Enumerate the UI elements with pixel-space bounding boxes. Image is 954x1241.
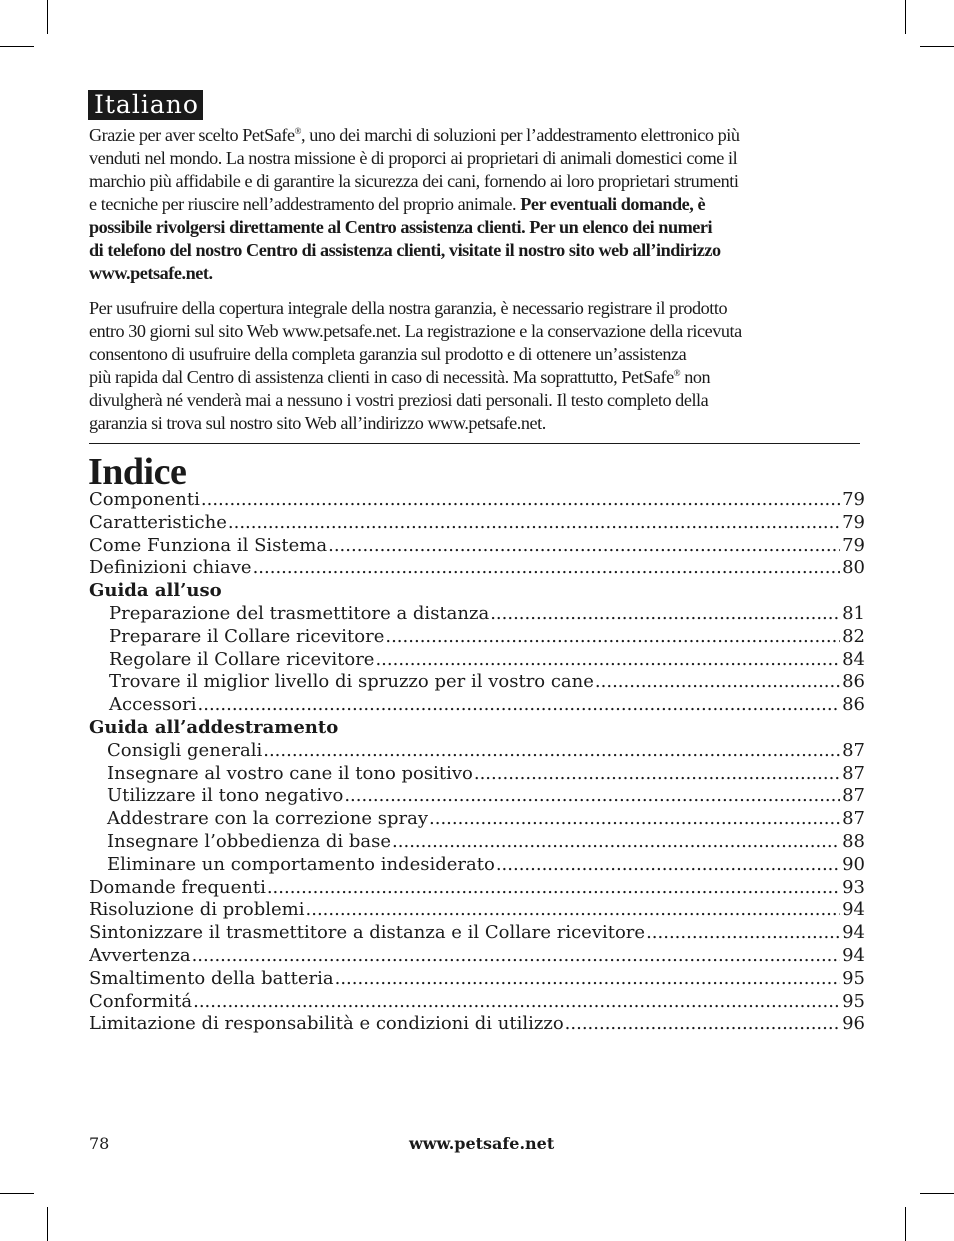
toc-entry-page: 81 (842, 602, 865, 624)
intro-text-line: Per usufruire della copertura integrale della nostra garanzia, è necessario registrare il prodotto (89, 298, 728, 318)
toc-entry-label: Smaltimento della batteria (89, 967, 334, 989)
intro-text-line: non (680, 367, 711, 387)
toc-entry-page: 94 (842, 944, 865, 966)
toc-entry[interactable] (89, 1013, 865, 1036)
toc-entry[interactable] (89, 831, 865, 854)
dot-leader (496, 854, 840, 877)
dot-leader (198, 694, 841, 717)
toc-entry-label: Componenti (89, 489, 200, 510)
crop-mark (905, 1207, 906, 1241)
dot-leader (193, 991, 840, 1014)
dot-leader (192, 945, 841, 968)
toc-entry[interactable] (89, 489, 865, 512)
footer-url: www.petsafe.net (409, 1134, 555, 1153)
toc-entry-page: 95 (842, 990, 865, 1012)
dot-leader (595, 671, 840, 694)
toc-entry-page: 88 (842, 830, 865, 852)
intro-text-line-bold: Per eventuali domande, è (520, 194, 706, 214)
toc-entry-label: Preparazione del trasmettitore a distanza (109, 602, 490, 624)
dot-leader (306, 899, 841, 922)
toc-entry-page: 79 (842, 534, 865, 556)
toc-entry-page: 87 (842, 739, 865, 761)
intro-paragraph-1 (89, 124, 869, 285)
dot-leader (490, 603, 840, 626)
language-badge: Italiano (88, 90, 203, 120)
toc-entry-page: 87 (842, 762, 865, 784)
toc-entry-label: Addestrare con la correzione spray (107, 808, 429, 830)
dot-leader (646, 922, 840, 945)
toc-entry[interactable] (89, 808, 865, 831)
table-of-contents (89, 489, 865, 1036)
toc-entry[interactable] (89, 763, 865, 786)
section-divider (89, 443, 860, 444)
dot-leader (385, 626, 840, 649)
toc-entry-label: Come Funziona il Sistema (89, 534, 328, 556)
dot-leader (344, 785, 840, 808)
toc-entry[interactable] (89, 785, 865, 808)
toc-entry[interactable] (89, 671, 865, 694)
toc-entry[interactable] (89, 968, 865, 991)
toc-entry-label: Trovare il miglior livello di spruzzo per il vostro cane (109, 671, 594, 693)
dot-leader (429, 808, 840, 831)
registered-mark: ® (294, 126, 302, 136)
dot-leader (328, 535, 840, 558)
toc-entry-page: 94 (842, 899, 865, 921)
toc-entry-label: Insegnare al vostro cane il tono positivo (107, 762, 473, 784)
intro-text-line: , uno dei marchi di soluzioni per l’addestramento elettronico più (301, 125, 740, 145)
toc-entry[interactable] (89, 991, 865, 1014)
dot-leader (267, 877, 840, 900)
toc-entry-label: Risoluzione di problemi (89, 899, 305, 921)
intro-text-line: e tecniche per riuscire nell’addestramento del proprio animale. (89, 194, 521, 214)
toc-entry-page: 90 (842, 853, 865, 875)
toc-entry[interactable] (89, 922, 865, 945)
intro-text-line: garanzia si trova sul nostro sito Web all’indirizzo www.petsafe.net. (89, 413, 546, 433)
crop-mark (920, 46, 954, 47)
toc-entry-page: 79 (842, 511, 865, 533)
intro-text (89, 124, 869, 435)
dot-leader (392, 831, 840, 854)
toc-entry-label: Insegnare l’obbedienza di base (107, 830, 392, 852)
toc-entry-label: Preparare il Collare ricevitore (109, 625, 385, 647)
dot-leader (565, 1013, 840, 1036)
intro-text-line: consentono di usufruire della completa garanzia sul prodotto e di ottenere un’assistenza (89, 344, 687, 364)
intro-text-line: marchio più affidabile e di garantire la sicurezza dei cani, fornendo ai loro proprietari strumenti (89, 171, 739, 191)
toc-entry-label: Caratteristiche (89, 511, 227, 533)
intro-text-line-bold: possibile rivolgersi direttamente al Centro assistenza clienti. Per un elenco dei numeri (89, 217, 713, 237)
toc-entry-page: 94 (842, 922, 865, 944)
crop-mark (47, 1207, 48, 1241)
intro-paragraph-2 (89, 297, 869, 435)
toc-entry[interactable] (89, 740, 865, 763)
dot-leader (375, 649, 840, 672)
toc-section-heading: Guida all’addestramento (89, 716, 339, 738)
toc-entry-label: Eliminare un comportamento indesiderato (107, 853, 495, 875)
intro-text-line: Grazie per aver scelto PetSafe (89, 125, 295, 145)
toc-entry[interactable] (89, 899, 865, 922)
toc-entry[interactable] (89, 626, 865, 649)
dot-leader (474, 763, 840, 786)
registered-mark: ® (673, 368, 681, 378)
intro-text-line: divulgherà né venderà mai a nessuno i vostri preziosi dati personali. Il testo completo della (89, 390, 709, 410)
toc-entry[interactable] (89, 603, 865, 626)
dot-leader (253, 557, 841, 580)
toc-entry-page: 95 (842, 967, 865, 989)
toc-entry-label: Conformitá (89, 990, 193, 1012)
toc-entry-label: Sintonizzare il trasmettitore a distanza e il Collare ricevitore (89, 922, 646, 944)
toc-entry[interactable] (89, 535, 865, 558)
toc-title: Indice (88, 451, 187, 493)
toc-entry-page: 84 (842, 648, 865, 670)
toc-entry-page: 93 (842, 876, 865, 898)
toc-entry[interactable] (89, 854, 865, 877)
toc-entry[interactable] (89, 877, 865, 900)
toc-entry-label: Domande frequenti (89, 876, 266, 898)
toc-entry[interactable] (89, 945, 865, 968)
toc-entry[interactable] (89, 557, 865, 580)
page-number: 78 (89, 1134, 110, 1153)
intro-text-line: entro 30 giorni sul sito Web www.petsafe.net. La registrazione e la conservazione della ricevuta (89, 321, 742, 341)
toc-entry-page: 86 (842, 671, 865, 693)
toc-entry-page: 80 (842, 557, 865, 579)
crop-mark (47, 0, 48, 34)
toc-entry[interactable] (89, 694, 865, 717)
toc-section-heading: Guida all’uso (89, 580, 222, 602)
dot-leader (228, 512, 840, 535)
toc-entry-label: Accessori (109, 694, 197, 716)
toc-entry-page: 82 (842, 625, 865, 647)
toc-entry-page: 96 (842, 1013, 865, 1035)
dot-leader (335, 968, 841, 991)
toc-entry-label: Utilizzare il tono negativo (107, 785, 344, 807)
dot-leader (263, 740, 840, 763)
crop-mark (905, 0, 906, 34)
intro-text-line: più rapida dal Centro di assistenza clienti in caso di necessità. Ma soprattutto, PetSafe (89, 367, 674, 387)
toc-entry-page: 79 (842, 489, 865, 510)
toc-entry[interactable] (89, 649, 865, 672)
toc-entry-label: Definizioni chiave (89, 557, 252, 579)
crop-mark (0, 1193, 34, 1194)
intro-text-line-bold: di telefono del nostro Centro di assistenza clienti, visitate il nostro sito web all’indirizzo (89, 240, 721, 260)
intro-text-line-bold: www.petsafe.net. (89, 263, 213, 283)
toc-entry-label: Avvertenza (89, 944, 191, 966)
toc-entry-label: Consigli generali (107, 739, 263, 761)
crop-mark (920, 1193, 954, 1194)
dot-leader (201, 489, 840, 512)
crop-mark (0, 46, 34, 47)
intro-text-line: venduti nel mondo. La nostra missione è di proporci ai proprietari di animali domestici come il (89, 148, 738, 168)
toc-entry-label: Limitazione di responsabilità e condizioni di utilizzo (89, 1013, 564, 1035)
toc-entry-page: 87 (842, 785, 865, 807)
toc-entry-label: Regolare il Collare ricevitore (109, 648, 375, 670)
toc-entry-page: 86 (842, 694, 865, 716)
toc-entry-page: 87 (842, 808, 865, 830)
toc-entry[interactable] (89, 512, 865, 535)
